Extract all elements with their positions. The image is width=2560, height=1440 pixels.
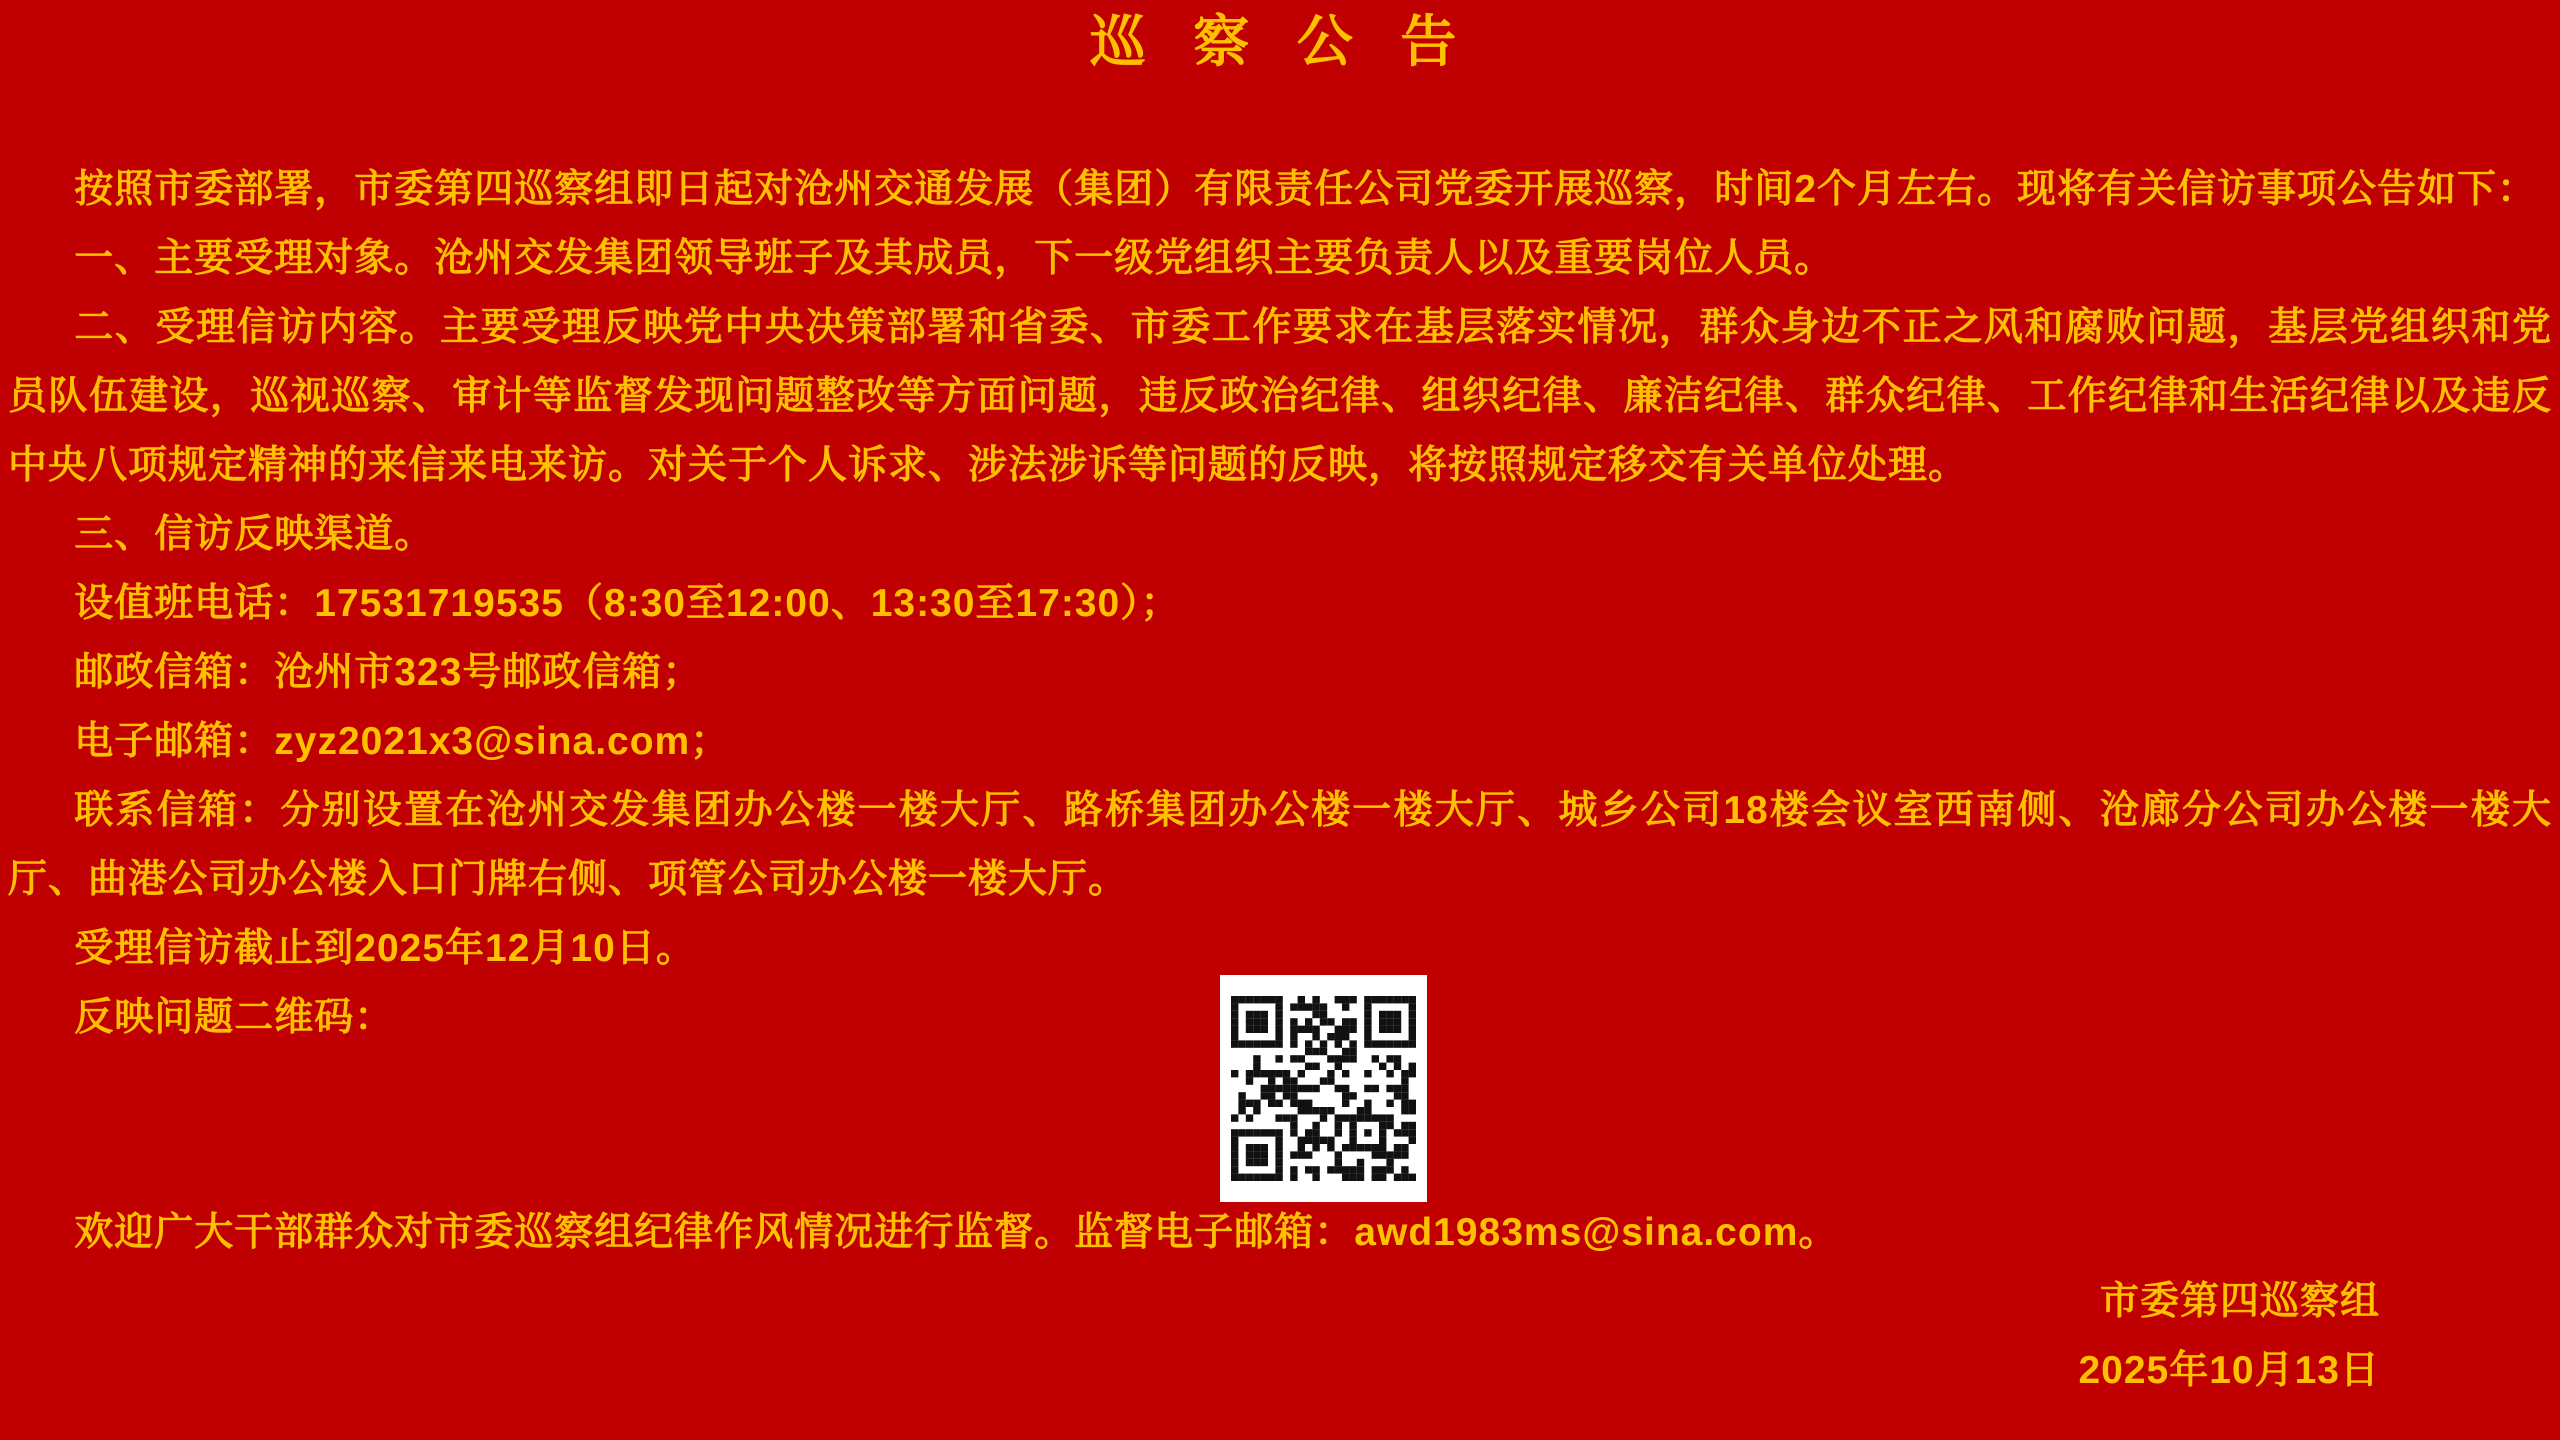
qr-code-icon	[1220, 975, 1427, 1202]
qr-code-image	[1231, 996, 1416, 1181]
deadline-line: 受理信访截止到2025年12月10日。	[74, 927, 696, 970]
page-title: 巡 察 公 告	[1089, 9, 1471, 75]
intro-paragraph: 按照市委部署，市委第四巡察组即日起对沧州交通发展（集团）有限责任公司党委开展巡察，时间2个月左右。现将有关信访事项公告如下：	[74, 168, 2537, 211]
section-1-targets: 一、主要受理对象。沧州交发集团领导班子及其成员，下一级党组织主要负责人以及重要岗位人员。	[74, 237, 1835, 280]
announcement-body	[0, 155, 2560, 1405]
signature-organization: 市委第四巡察组	[2099, 1280, 2380, 1323]
section-2-content: 二、受理信访内容。主要受理反映党中央决策部署和省委、市委工作要求在基层落实情况，群众身边不正之风和腐败问题，基层党组织和党员队伍建设，巡视巡察、审计等监督发现问题整改等方面问题，违反政治纪律、组织纪律、廉洁纪律、群众纪律、工作纪律和生活纪律以及违反中央八项规定精神的来信来电来访。对关于个人诉求、涉法涉诉等问题的反映，将按照规定移交有关单位处理。	[8, 306, 2552, 487]
channel-postal-box: 邮政信箱：沧州市323号邮政信箱；	[74, 651, 703, 694]
closing-paragraph: 欢迎广大干部群众对市委巡察组纪律作风情况进行监督。监督电子邮箱：awd1983ms@sina.com。	[74, 1211, 1839, 1254]
section-3-channels: 三、信访反映渠道。	[74, 513, 435, 556]
channel-phone: 设值班电话：17531719535（8:30至12:00、13:30至17:30）；	[74, 582, 1181, 625]
channel-email: 电子邮箱：zyz2021x3@sina.com；	[74, 720, 731, 763]
qr-code-label: 反映问题二维码：	[74, 996, 395, 1039]
channel-mailbox-locations: 联系信箱：分别设置在沧州交发集团办公楼一楼大厅、路桥集团办公楼一楼大厅、城乡公司18楼会议室西南侧、沧廊分公司办公楼一楼大厅、曲港公司办公楼入口门牌右侧、项管公司办公楼一楼大厅。	[8, 789, 2552, 901]
signature-date: 2025年10月13日	[2078, 1349, 2380, 1392]
